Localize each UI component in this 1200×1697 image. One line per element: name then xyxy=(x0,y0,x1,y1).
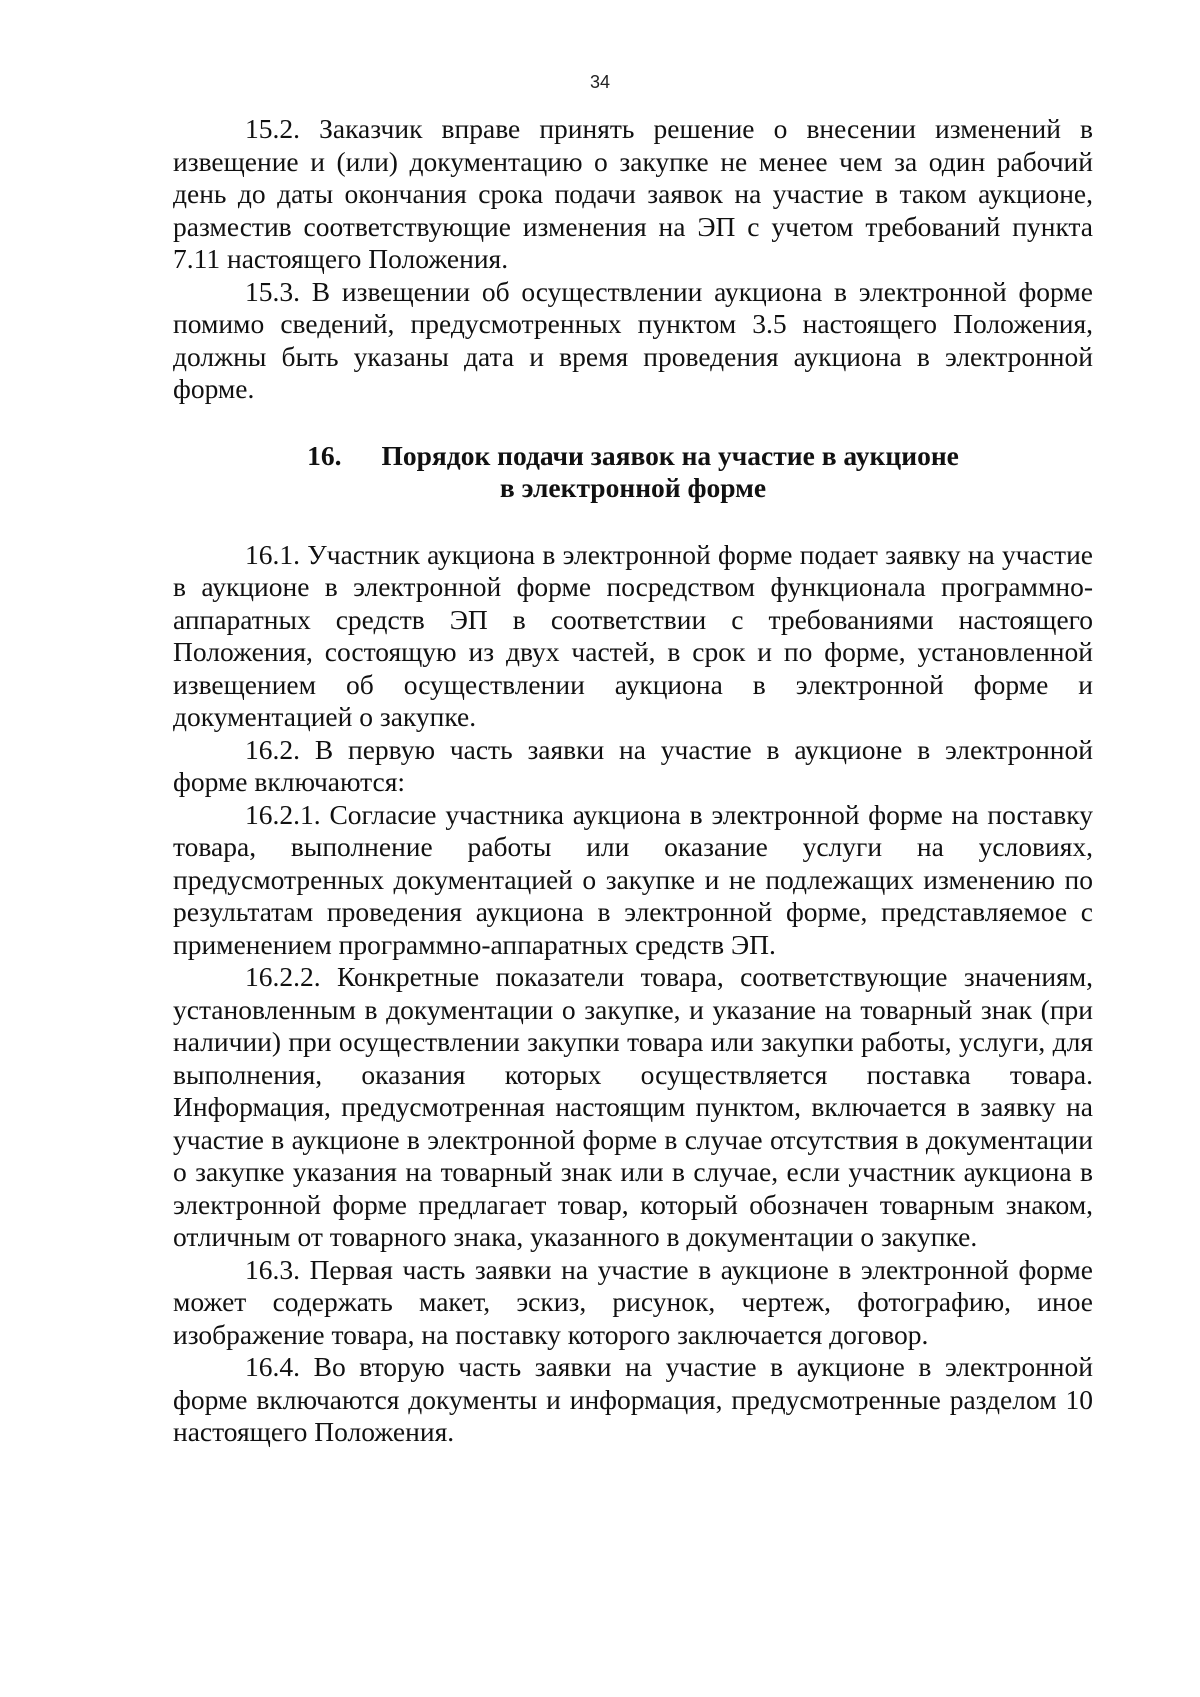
section-heading-line1 xyxy=(173,440,1093,473)
paragraph-16-3: 16.3. Первая часть заявки на участие в аукционе в электронной форме может содержать макет, эскиз, рисунок, чертеж, фотографию, иное изображение товара, на поставку которого заключается договор. xyxy=(173,1253,1093,1350)
document-body xyxy=(173,113,1093,1449)
paragraph-16-1: 16.1. Участник аукциона в электронной форме подает заявку на участие в аукционе в электронной форме посредством функционала программно-аппаратных средств ЭП в соответствии с требованиями настоящего Положения, состоящую из двух частей, в срок и по форме, установленной извещением об осуществлении аукциона в электронной форме и документацией о закупке. xyxy=(173,538,1093,732)
paragraph-16-2-2: 16.2.2. Конкретные показатели товара, соответствующие значениям, установленным в документации о закупке, и указание на товарный знак (при наличии) при осуществлении закупки товара или закупки работы, услуги, для выполнения, оказания которых осуществляется поставка товара. Информация, предусмотренная настоящим пунктом, включается в заявку на участие в аукционе в электронной форме в случае отсутствия в документации о закупке указания на товарный знак или в случае, если участник аукциона в электронной форме предлагает товар, который обозначен товарным знаком, отличным от товарного знака, указанного в документации о закупке. xyxy=(173,961,1093,1252)
section-heading-16 xyxy=(173,440,1093,505)
paragraph-16-4: 16.4. Во вторую часть заявки на участие в аукционе в электронной форме включаются документы и информация, предусмотренные разделом 10 настоящего Положения. xyxy=(173,1351,1093,1447)
paragraph-15-2: 15.2. Заказчик вправе принять решение о внесении изменений в извещение и (или) документацию о закупке не менее чем за один рабочий день до даты окончания срока подачи заявок на участие в таком аукционе, разместив соответствующие изменения на ЭП с учетом требований пункта 7.11 настоящего Положения. xyxy=(173,113,1093,274)
section-title-line2: в электронной форме xyxy=(499,472,767,503)
paragraph-16-2: 16.2. В первую часть заявки на участие в аукционе в электронной форме включаются: xyxy=(173,733,1093,797)
section-number: 16. xyxy=(307,439,342,471)
paragraph-16-2-1: 16.2.1. Согласие участника аукциона в электронной форме на поставку товара, выполнение работы или оказание услуги на условиях, предусмотренных документацией о закупке и не подлежащих изменению по результатам проведения аукциона в электронной форме, представляемое с применением программно-аппаратных средств ЭП. xyxy=(173,798,1093,960)
page-number: 34 xyxy=(589,72,611,92)
section-title-line1: Порядок подачи заявок на участие в аукционе xyxy=(381,439,959,471)
paragraph-15-3: 15.3. В извещении об осуществлении аукциона в электронной форме помимо сведений, предусмотренных пунктом 3.5 настоящего Положения, должны быть указаны дата и время проведения аукциона в электронной форме. xyxy=(173,275,1093,404)
